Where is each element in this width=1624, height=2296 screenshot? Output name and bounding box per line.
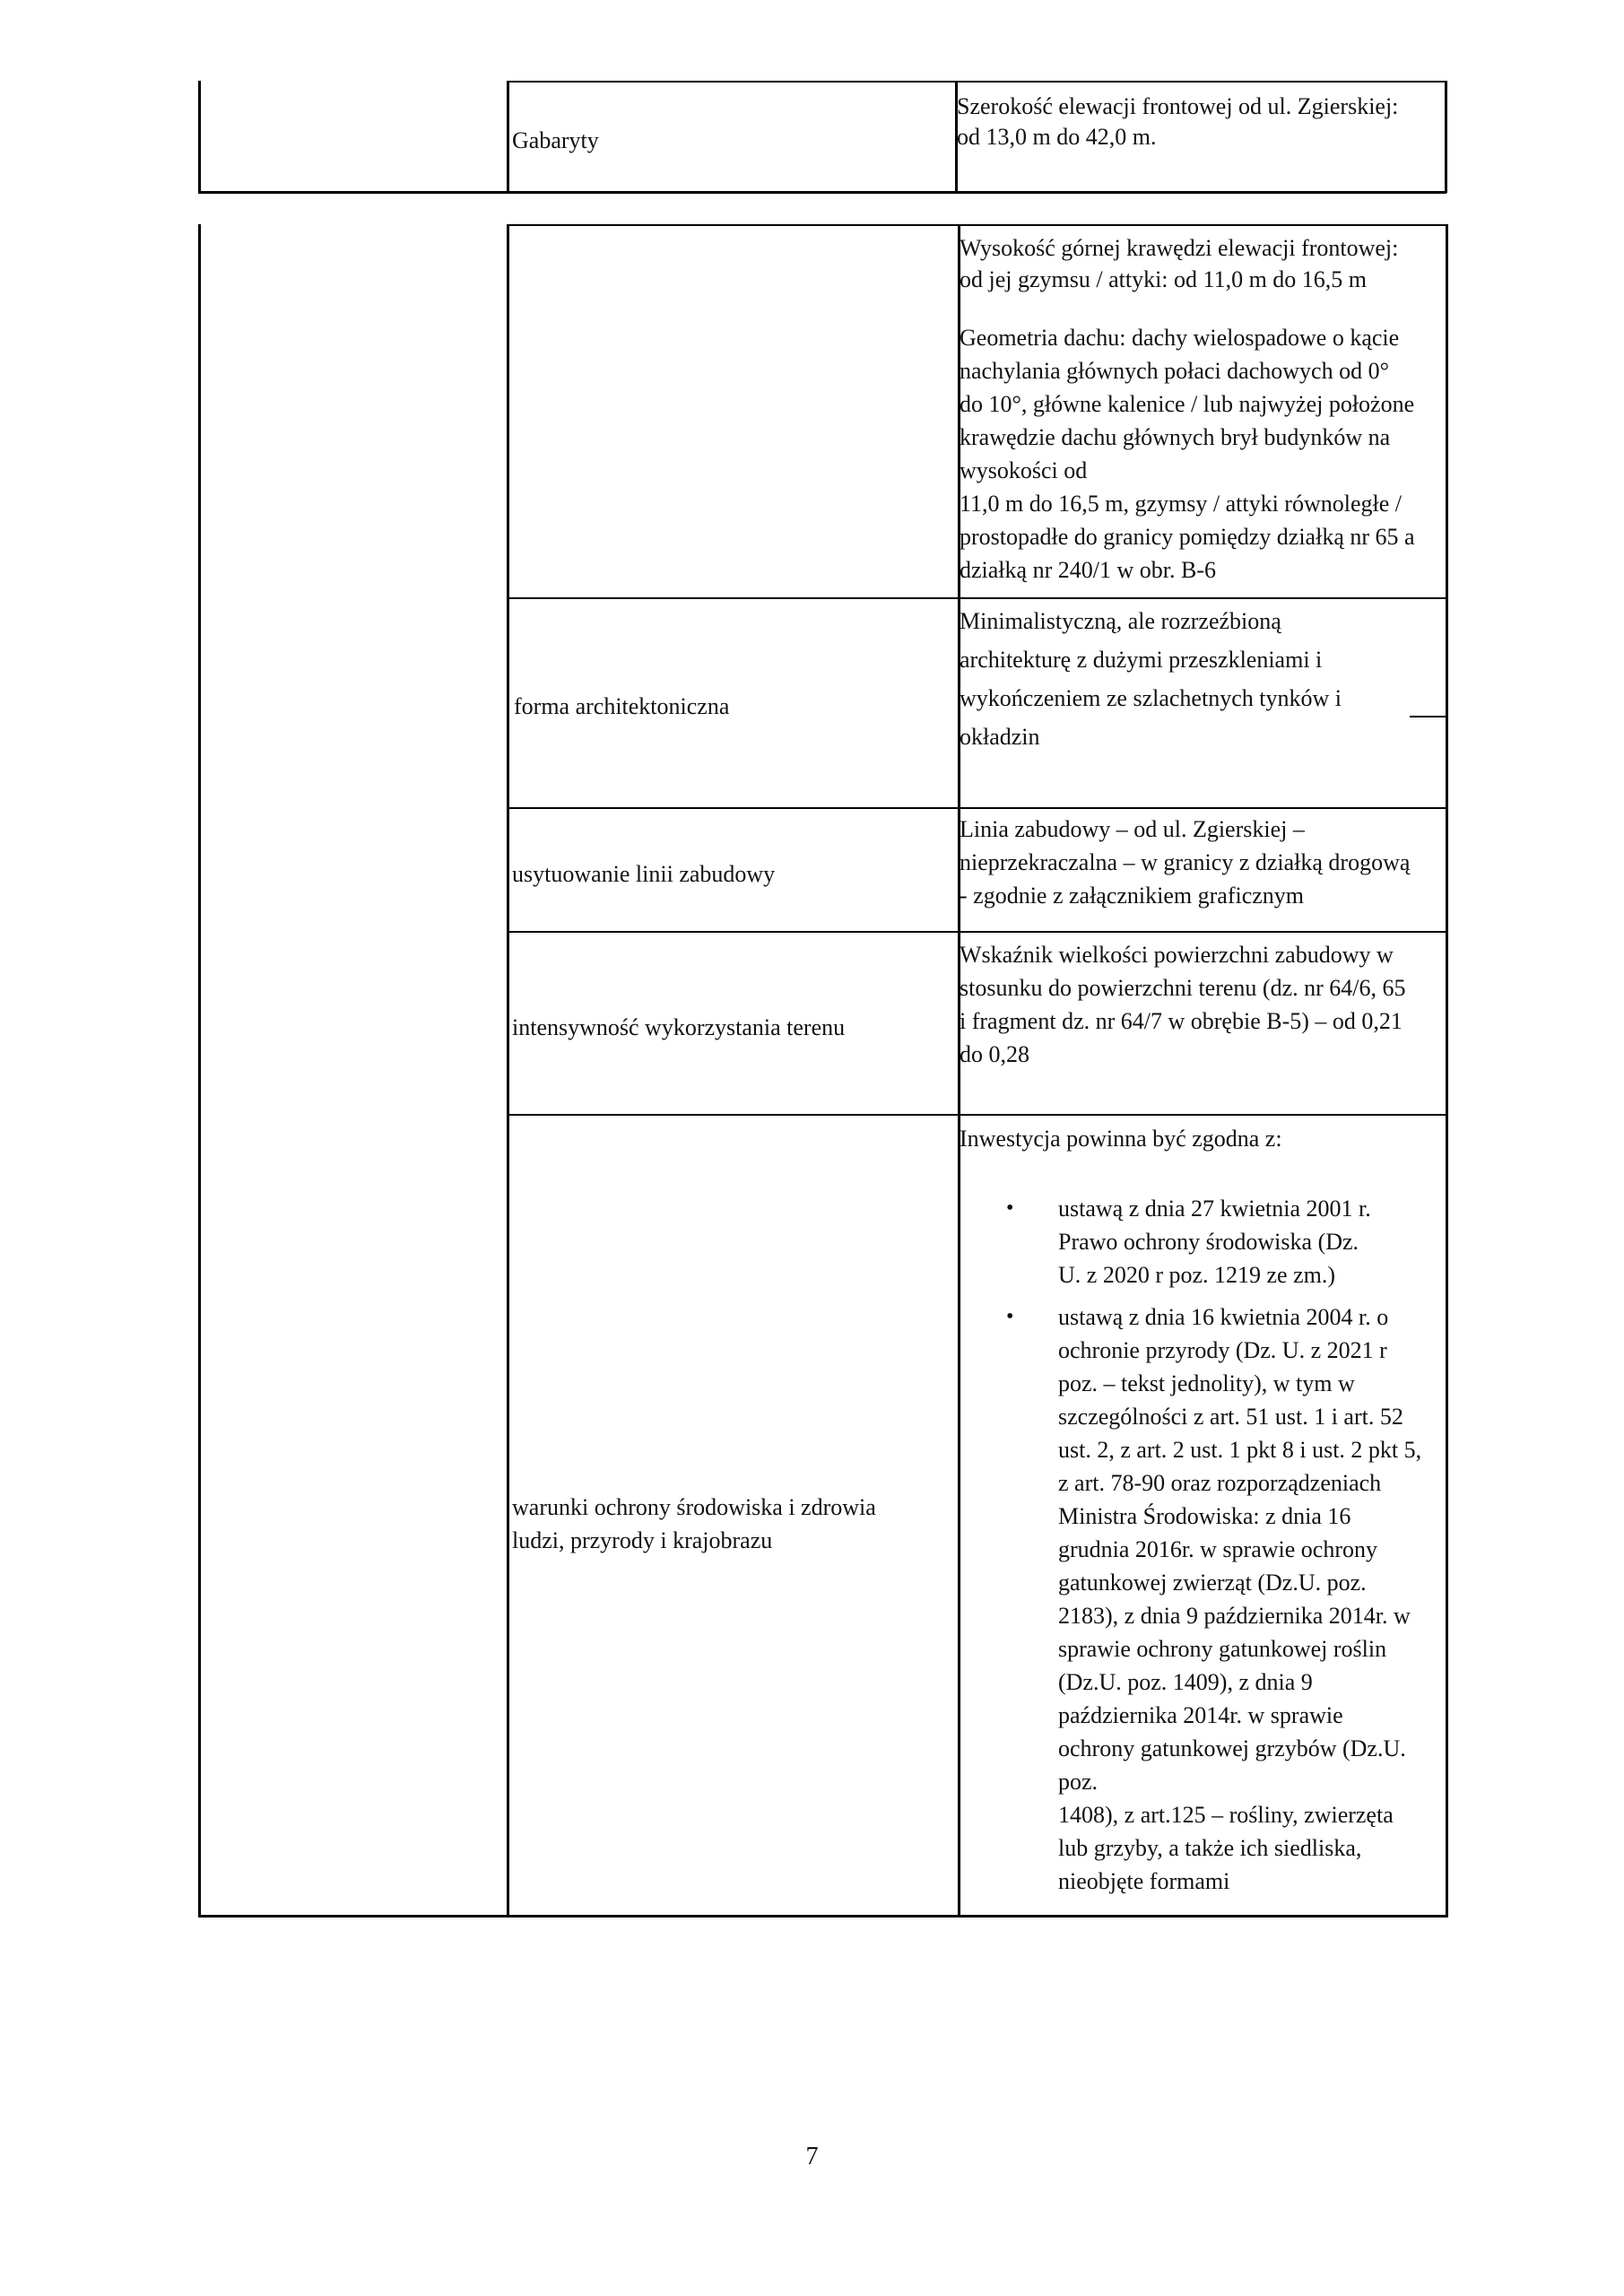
bullet-line: grudnia 2016r. w sprawie ochrony xyxy=(1058,1536,1377,1562)
forma-value-line: Minimalistyczną, ale rozrzeźbioną xyxy=(960,608,1281,634)
ochrona-intro: Inwestycja powinna być zgodna z: xyxy=(960,1126,1282,1152)
bullet-line: Prawo ochrony środowiska (Dz. xyxy=(1058,1229,1359,1255)
intensywnosc-value-line: do 0,28 xyxy=(960,1041,1029,1067)
forma-label: forma architektoniczna xyxy=(514,693,730,719)
bullet-line: sprawie ochrony gatunkowej roślin xyxy=(1058,1636,1387,1662)
page-number: 7 xyxy=(805,2143,819,2170)
bullet-line: ochrony gatunkowej grzybów (Dz.U. xyxy=(1058,1735,1406,1761)
bullet-line: U. z 2020 r poz. 1219 ze zm.) xyxy=(1058,1262,1336,1288)
bullet-line: nieobjęte formami xyxy=(1058,1868,1230,1894)
bullet-line: ustawą z dnia 27 kwietnia 2001 r. xyxy=(1058,1196,1371,1222)
roof-line: do 10°, główne kalenice / lub najwyżej położone xyxy=(960,391,1415,417)
roof-line: prostopadłe do granicy pomiędzy działką nr 65 a xyxy=(960,524,1415,550)
bullet-line: 2183), z dnia 9 października 2014r. w xyxy=(1058,1603,1411,1629)
gabaryty-label: Gabaryty xyxy=(512,127,599,153)
bullet-line: ust. 2, z art. 2 ust. 1 pkt 8 i ust. 2 pkt 5, xyxy=(1058,1437,1422,1463)
gabaryty-value-line: od 13,0 m do 42,0 m. xyxy=(957,124,1157,150)
roof-line: krawędzie dachu głównych brył budynków na xyxy=(960,424,1391,450)
height-line: Wysokość górnej krawędzi elewacji frontowej: xyxy=(960,235,1399,261)
bullet-line: z art. 78-90 oraz rozporządzeniach xyxy=(1058,1470,1382,1496)
bullet-line: gatunkowej zwierząt (Dz.U. poz. xyxy=(1058,1570,1367,1596)
bullet-line: poz. xyxy=(1058,1769,1099,1795)
bullet-line: lub grzyby, a także ich siedliska, xyxy=(1058,1835,1362,1861)
intensywnosc-value-line: i fragment dz. nr 64/7 w obrębie B-5) – od 0,21 xyxy=(960,1008,1403,1034)
bullet-line: ochronie przyrody (Dz. U. z 2021 r xyxy=(1058,1337,1387,1363)
bullet-line: 1408), z art.125 – rośliny, zwierzęta xyxy=(1058,1802,1394,1828)
bullet-line: ustawą z dnia 16 kwietnia 2004 r. o xyxy=(1058,1304,1389,1330)
usytuowanie-value-line: nieprzekraczalna – w granicy z działką drogową xyxy=(960,849,1411,875)
forma-value-line: wykończeniem ze szlachetnych tynków i xyxy=(960,685,1342,711)
bullet-line: Ministra Środowiska: z dnia 16 xyxy=(1058,1503,1351,1529)
intensywnosc-label: intensywność wykorzystania terenu xyxy=(512,1014,846,1040)
bullet-line: października 2014r. w sprawie xyxy=(1058,1702,1343,1728)
bullet-line: poz. – tekst jednolity), w tym w xyxy=(1058,1370,1355,1396)
height-line: od jej gzymsu / attyki: od 11,0 m do 16,5 m xyxy=(960,266,1368,292)
forma-value-line: okładzin xyxy=(960,724,1040,750)
usytuowanie-label: usytuowanie linii zabudowy xyxy=(512,861,776,887)
roof-line: nachylania głównych połaci dachowych od 0° xyxy=(960,358,1389,384)
bullet-icon: • xyxy=(1006,1305,1014,1328)
roof-line: Geometria dachu: dachy wielospadowe o kącie xyxy=(960,325,1400,351)
usytuowanie-value-line: - zgodnie z załącznikiem graficznym xyxy=(960,883,1305,909)
ochrona-label-line: warunki ochrony środowiska i zdrowia xyxy=(512,1494,876,1520)
bullet-line: szczególności z art. 51 ust. 1 i art. 52 xyxy=(1058,1404,1403,1430)
roof-line: działką nr 240/1 w obr. B-6 xyxy=(960,557,1216,583)
usytuowanie-value-line: Linia zabudowy – od ul. Zgierskiej – xyxy=(960,816,1305,842)
roof-line: 11,0 m do 16,5 m, gzymsy / attyki równoległe / xyxy=(960,491,1402,517)
forma-value-line: architekturę z dużymi przeszkleniami i xyxy=(960,647,1323,673)
intensywnosc-value-line: stosunku do powierzchni terenu (dz. nr 64/6, 65 xyxy=(960,975,1406,1001)
roof-line: wysokości od xyxy=(960,457,1088,483)
gabaryty-value-line: Szerokość elewacji frontowej od ul. Zgierskiej: xyxy=(957,93,1399,119)
intensywnosc-value-line: Wskaźnik wielkości powierzchni zabudowy w xyxy=(960,942,1394,968)
ochrona-label-line: ludzi, przyrody i krajobrazu xyxy=(512,1527,773,1553)
bullet-line: (Dz.U. poz. 1409), z dnia 9 xyxy=(1058,1669,1313,1695)
bullet-icon: • xyxy=(1006,1196,1014,1220)
